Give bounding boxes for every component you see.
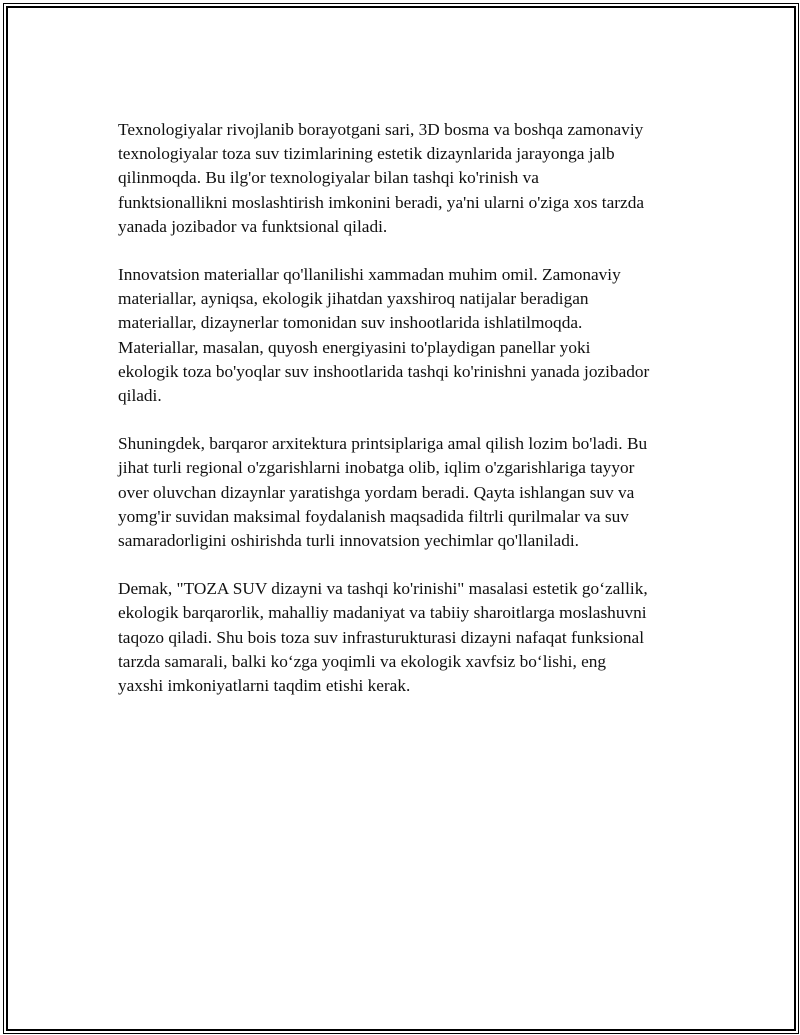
document-body: [118, 118, 698, 722]
paragraph-3: Shuningdek, barqaror arxitektura printsiplariga amal qilish lozim bo'ladi. Bu jihat turli regional o'zgarishlarni inobatga olib, iqlim o'zgarishlariga tayyor over oluvchan dizaynlar yaratishga yordam beradi. Qayta ishlangan suv va yomg'ir suvidan maksimal foydalanish maqsadida filtrli qurilmalar va suv samaradorligini oshirishda turli innovatsion yechimlar qo'llaniladi.: [118, 434, 648, 551]
paragraph-2: Innovatsion materiallar qo'llanilishi xammadan muhim omil. Zamonaviy materiallar, ayniqsa, ekologik jihatdan yaxshiroq natijalar beradigan materiallar, dizaynerlar tomonidan suv inshootlarida ishlatilmoqda. Materiallar, masalan, quyosh energiyasini to'playdigan panellar yoki ekologik toza bo'yoqlar suv inshootlarida tashqi ko'rinishni yanada jozibador qiladi.: [118, 265, 650, 406]
paragraph-1: Texnologiyalar rivojlanib borayotgani sari, 3D bosma va boshqa zamonaviy texnologiyalar toza suv tizimlarining estetik dizaynlarida jarayonga jalb qilinmoqda. Bu ilg'or texnologiyalar bilan tashqi ko'rinish va funktsionallikni moslashtirish imkonini beradi, ya'ni ularni o'ziga xos tarzda yanada jozibador va funktsional qiladi.: [118, 120, 645, 236]
paragraph-4: Demak, "TOZA SUV dizayni va tashqi ko'rinishi" masalasi estetik go‘zallik, ekologik barqarorlik, mahalliy madaniyat va tabiiy sharoitlarga moslashuvni taqozo qiladi. Shu bois toza suv infrasturukturasi dizayni nafaqat funksional tarzda samarali, balki ko‘zga yoqimli va ekologik xavfsiz bo‘lishi, eng yaxshi imkoniyatlarni taqdim etishi kerak.: [118, 579, 648, 696]
